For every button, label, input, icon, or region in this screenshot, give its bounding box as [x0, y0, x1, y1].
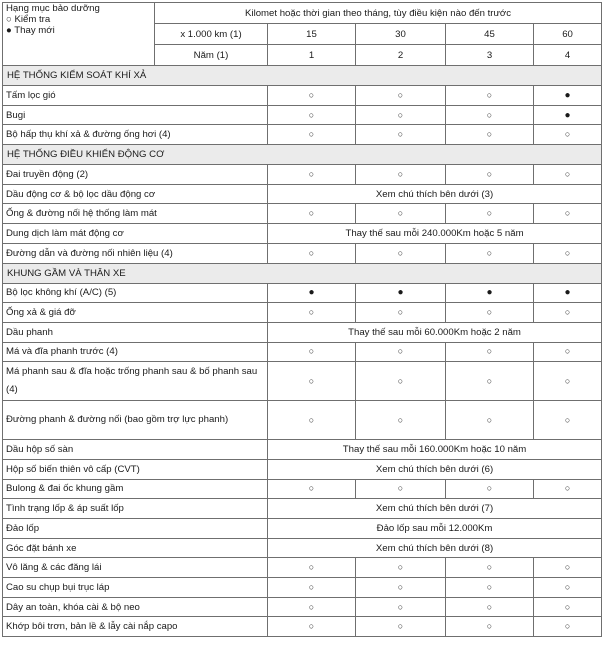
- year-value: 3: [446, 45, 534, 66]
- inspect-mark: ○: [308, 346, 315, 357]
- table-row: [3, 362, 602, 401]
- table-row: [3, 499, 602, 519]
- table-row: [3, 617, 602, 637]
- inspect-mark: ○: [308, 307, 315, 318]
- table-row: [3, 125, 602, 145]
- item-name: Má và đĩa phanh trước (4): [3, 342, 268, 362]
- inspect-mark: ○: [397, 247, 404, 258]
- inspect-mark: ○: [564, 208, 571, 219]
- interval-note: Xem chú thích bên dưới (8): [268, 538, 602, 558]
- inspect-mark: ○: [397, 375, 404, 386]
- year-value: 2: [356, 45, 446, 66]
- inspect-mark: ○: [486, 346, 493, 357]
- replace-mark: ●: [564, 287, 571, 299]
- inspect-mark: ○: [486, 483, 493, 494]
- item-name: Tấm lọc gió: [3, 86, 268, 106]
- inspect-mark: ○: [397, 601, 404, 612]
- inspect-mark: ○: [397, 346, 404, 357]
- table-row: [3, 342, 602, 362]
- item-name: Bộ hấp thụ khí xả & đường ống hơi (4): [3, 125, 268, 145]
- replace-mark: ●: [397, 287, 404, 299]
- table-row: [3, 538, 602, 558]
- legend-title: Hạng mục bảo dưỡng: [6, 3, 100, 14]
- table-row: [3, 459, 602, 479]
- inspect-mark: ○: [486, 307, 493, 318]
- inspect-mark: ○: [308, 247, 315, 258]
- item-name: Bugi: [3, 105, 268, 125]
- table-row: [3, 479, 602, 499]
- table-row: [3, 440, 602, 460]
- inspect-mark: ○: [308, 601, 315, 612]
- inspect-mark: ○: [397, 414, 404, 425]
- km-value: 30: [356, 24, 446, 45]
- item-name: Đường dẫn và đường nối nhiên liệu (4): [3, 243, 268, 263]
- legend-inspect: ○ Kiểm tra: [6, 14, 51, 25]
- inspect-mark: ○: [397, 621, 404, 632]
- inspect-mark: ○: [486, 414, 493, 425]
- table-row: [3, 578, 602, 598]
- item-name: Khớp bôi trơn, bản lề & lẫy cài nắp capo: [3, 617, 268, 637]
- item-name: Dây an toàn, khóa cài & bộ neo: [3, 597, 268, 617]
- table-row: [3, 558, 602, 578]
- inspect-mark: ○: [564, 414, 571, 425]
- inspect-mark: ○: [486, 208, 493, 219]
- inspect-mark: ○: [564, 483, 571, 494]
- item-name: Dầu hộp số sàn: [3, 440, 268, 460]
- replace-mark: ●: [308, 287, 315, 299]
- inspect-mark: ○: [486, 129, 493, 140]
- inspect-mark: ○: [486, 109, 493, 120]
- table-row: [3, 519, 602, 539]
- inspect-mark: ○: [564, 168, 571, 179]
- inspect-mark: ○: [486, 375, 493, 386]
- inspect-mark: ○: [308, 208, 315, 219]
- interval-note: Xem chú thích bên dưới (7): [268, 499, 602, 519]
- item-name: Cao su chụp bụi trục láp: [3, 578, 268, 598]
- interval-note: Thay thế sau mỗi 240.000Km hoặc 5 năm: [268, 224, 602, 244]
- item-name: Ống & đường nối hệ thống làm mát: [3, 204, 268, 224]
- inspect-mark: ○: [308, 89, 315, 100]
- interval-note: Thay thế sau mỗi 160.000Km hoặc 10 năm: [268, 440, 602, 460]
- inspect-mark: ○: [486, 89, 493, 100]
- inspect-mark: ○: [564, 581, 571, 592]
- inspect-mark: ○: [486, 247, 493, 258]
- inspect-mark: ○: [308, 621, 315, 632]
- table-row: [3, 204, 602, 224]
- item-name: Má phanh sau & đĩa hoặc trống phanh sau & bố phanh sau (4): [3, 362, 268, 401]
- legend-cell: [3, 3, 155, 66]
- item-name: Tình trạng lốp & áp suất lốp: [3, 499, 268, 519]
- section-title: KHUNG GẦM VÀ THÂN XE: [3, 263, 602, 283]
- interval-note: Thay thế sau mỗi 60.000Km hoặc 2 năm: [268, 322, 602, 342]
- item-name: Bulong & đai ốc khung gầm: [3, 479, 268, 499]
- section-row: [3, 66, 602, 86]
- item-name: Dầu động cơ & bộ lọc dầu động cơ: [3, 184, 268, 204]
- inspect-mark: ○: [397, 483, 404, 494]
- table-row: [3, 165, 602, 185]
- inspect-mark: ○: [308, 168, 315, 179]
- year-value: 1: [268, 45, 356, 66]
- item-name: Dầu phanh: [3, 322, 268, 342]
- inspect-mark: ○: [397, 307, 404, 318]
- maintenance-schedule-table: [2, 2, 602, 637]
- inspect-mark: ○: [564, 129, 571, 140]
- replace-mark: ●: [564, 109, 571, 121]
- inspect-mark: ○: [397, 129, 404, 140]
- item-name: Đường phanh & đường nối (bao gồm trợ lực phanh): [3, 401, 268, 440]
- table-row: [3, 184, 602, 204]
- inspect-mark: ○: [397, 581, 404, 592]
- table-row: [3, 224, 602, 244]
- inspect-mark: ○: [486, 581, 493, 592]
- item-name: Góc đặt bánh xe: [3, 538, 268, 558]
- item-name: Đảo lốp: [3, 519, 268, 539]
- inspect-mark: ○: [486, 601, 493, 612]
- year-value: 4: [534, 45, 602, 66]
- inspect-mark: ○: [308, 581, 315, 592]
- km-label: x 1.000 km (1): [155, 24, 268, 45]
- inspect-mark: ○: [564, 621, 571, 632]
- interval-note: Xem chú thích bên dưới (3): [268, 184, 602, 204]
- replace-mark: ●: [486, 287, 493, 299]
- item-name: Vô lăng & các đăng lái: [3, 558, 268, 578]
- inspect-mark: ○: [308, 375, 315, 386]
- replace-mark: ●: [564, 89, 571, 101]
- inspect-mark: ○: [564, 375, 571, 386]
- inspect-mark: ○: [397, 89, 404, 100]
- inspect-mark: ○: [308, 562, 315, 573]
- year-label: Năm (1): [155, 45, 268, 66]
- header-row-title: [3, 3, 602, 24]
- table-row: [3, 243, 602, 263]
- section-title: HỆ THỐNG KIỂM SOÁT KHÍ XẢ: [3, 66, 602, 86]
- legend-replace: ● Thay mới: [6, 25, 55, 36]
- inspect-mark: ○: [308, 109, 315, 120]
- km-value: 45: [446, 24, 534, 45]
- section-title: HỆ THỐNG ĐIỀU KHIỂN ĐỘNG CƠ: [3, 145, 602, 165]
- table-row: [3, 303, 602, 323]
- interval-title: Kilomet hoặc thời gian theo tháng, tùy điều kiện nào đến trước: [155, 3, 602, 24]
- table-row: [3, 86, 602, 106]
- table-row: [3, 283, 602, 303]
- table-row: [3, 401, 602, 440]
- item-name: Bộ lọc không khí (A/C) (5): [3, 283, 268, 303]
- inspect-mark: ○: [564, 562, 571, 573]
- inspect-mark: ○: [564, 247, 571, 258]
- interval-note: Xem chú thích bên dưới (6): [268, 459, 602, 479]
- item-name: Hộp số biến thiên vô cấp (CVT): [3, 459, 268, 479]
- item-name: Dung dịch làm mát động cơ: [3, 224, 268, 244]
- inspect-mark: ○: [308, 129, 315, 140]
- inspect-mark: ○: [486, 562, 493, 573]
- inspect-mark: ○: [397, 168, 404, 179]
- inspect-mark: ○: [397, 208, 404, 219]
- inspect-mark: ○: [397, 562, 404, 573]
- km-value: 60: [534, 24, 602, 45]
- table-row: [3, 105, 602, 125]
- inspect-mark: ○: [564, 346, 571, 357]
- interval-note: Đảo lốp sau mỗi 12.000Km: [268, 519, 602, 539]
- item-name: Đai truyền động (2): [3, 165, 268, 185]
- table-row: [3, 322, 602, 342]
- section-row: [3, 145, 602, 165]
- table-row: [3, 597, 602, 617]
- inspect-mark: ○: [486, 621, 493, 632]
- km-value: 15: [268, 24, 356, 45]
- inspect-mark: ○: [564, 307, 571, 318]
- item-name: Ống xả & giá đỡ: [3, 303, 268, 323]
- inspect-mark: ○: [564, 601, 571, 612]
- inspect-mark: ○: [308, 414, 315, 425]
- section-row: [3, 263, 602, 283]
- inspect-mark: ○: [397, 109, 404, 120]
- inspect-mark: ○: [486, 168, 493, 179]
- inspect-mark: ○: [308, 483, 315, 494]
